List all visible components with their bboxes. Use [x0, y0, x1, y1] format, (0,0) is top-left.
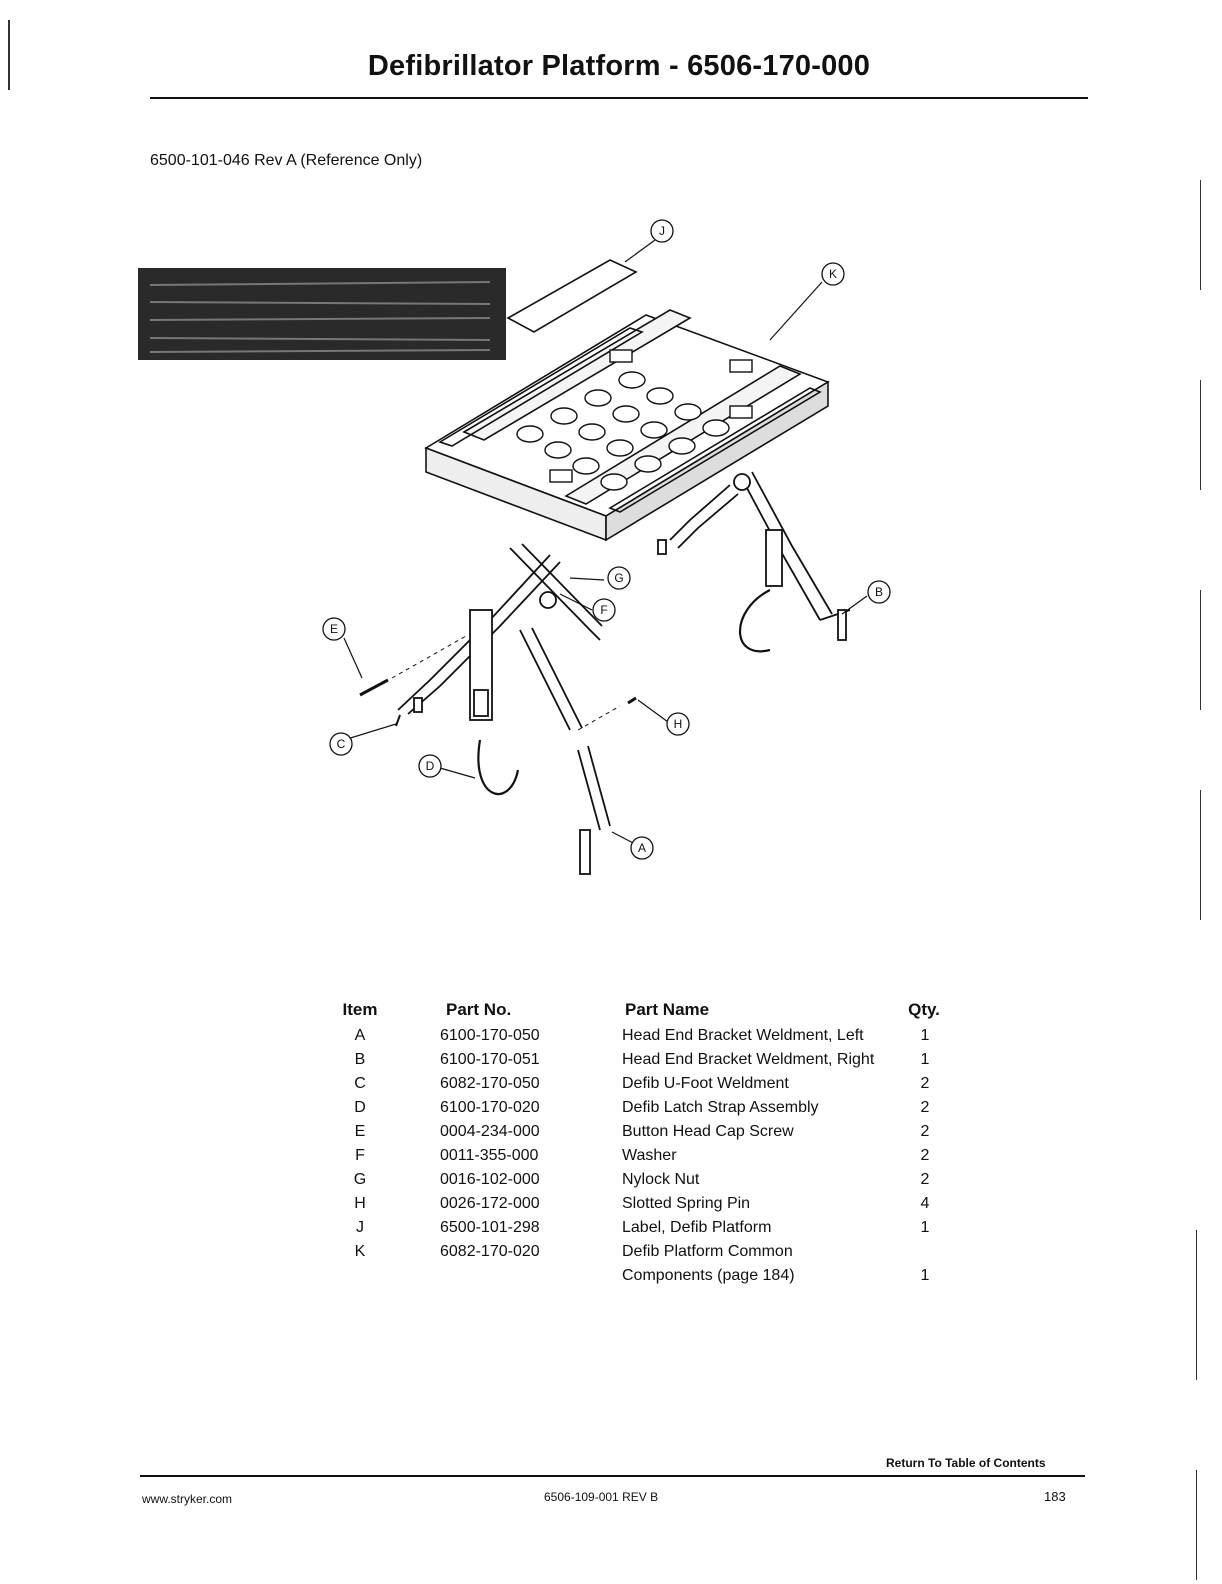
- row-part-no: 0011-355-000: [440, 1147, 539, 1164]
- row-qty: 1: [920, 1219, 930, 1236]
- header-part-no: Part No.: [446, 1000, 512, 1019]
- footer-divider: [140, 1475, 1085, 1477]
- row-item: H: [354, 1195, 366, 1212]
- row-part-name: Slotted Spring Pin: [622, 1195, 751, 1212]
- scan-edge-mark: [8, 20, 10, 90]
- row-part-name: Head End Bracket Weldment, Left: [622, 1027, 864, 1044]
- scan-edge-mark: [1200, 380, 1201, 490]
- row-part-no: 6100-170-051: [440, 1051, 540, 1068]
- row-qty: 2: [920, 1147, 930, 1164]
- scan-edge-mark: [1200, 180, 1201, 290]
- row-part-name: Button Head Cap Screw: [622, 1123, 794, 1140]
- callout-a-label: A: [637, 841, 647, 855]
- callout-c-label: C: [336, 737, 346, 751]
- row-part-no: 6500-101-298: [440, 1219, 540, 1236]
- footer-doc-number: 6506-109-001 REV B: [544, 1490, 659, 1504]
- footer-page-number: 183: [1044, 1489, 1066, 1504]
- callout-f-label: F: [600, 603, 608, 617]
- row-item: K: [354, 1243, 366, 1260]
- row-part-no: 6100-170-050: [440, 1027, 540, 1044]
- callout-h-label: H: [673, 717, 683, 731]
- row-item: C: [354, 1075, 366, 1092]
- callout-b-label: B: [874, 585, 884, 599]
- row-part-name: Nylock Nut: [622, 1171, 700, 1188]
- footer-website: www.stryker.com: [142, 1492, 233, 1506]
- row-part-no: 6100-170-020: [440, 1099, 540, 1116]
- return-to-toc-link[interactable]: Return To Table of Contents: [886, 1456, 1046, 1470]
- title-divider: [150, 97, 1088, 99]
- header-qty: Qty.: [908, 1000, 940, 1019]
- row-part-name: Head End Bracket Weldment, Right: [622, 1051, 875, 1068]
- callout-e-label: E: [329, 622, 339, 636]
- row-qty: 2: [920, 1171, 930, 1188]
- row-part-no: 0026-172-000: [440, 1195, 540, 1212]
- scan-edge-mark: [1196, 1230, 1197, 1380]
- callout-g-label: G: [614, 571, 624, 585]
- row-item: A: [354, 1027, 366, 1044]
- row-qty: 1: [920, 1027, 930, 1044]
- callout-d-label: D: [425, 759, 435, 773]
- header-part-name: Part Name: [625, 1000, 710, 1019]
- row-qty: 4: [920, 1195, 930, 1212]
- row-item: F: [355, 1147, 365, 1164]
- callout-j-label: J: [659, 224, 665, 238]
- reference-note: 6500-101-046 Rev A (Reference Only): [150, 152, 423, 169]
- row-item: J: [356, 1219, 364, 1236]
- row-qty: 2: [920, 1075, 930, 1092]
- page-title: Defibrillator Platform - 6506-170-000: [367, 50, 871, 82]
- scan-edge-mark: [1200, 790, 1201, 920]
- row-part-name: Defib Latch Strap Assembly: [622, 1099, 819, 1116]
- row-part-no: 0004-234-000: [440, 1123, 540, 1140]
- row-part-name: Components (page 184): [622, 1267, 795, 1284]
- exploded-view-diagram: [130, 210, 980, 890]
- row-part-no: 0016-102-000: [440, 1171, 540, 1188]
- row-part-name: Label, Defib Platform: [622, 1219, 772, 1236]
- row-item: G: [353, 1171, 367, 1188]
- row-part-name: Washer: [622, 1147, 677, 1164]
- row-part-no: 6082-170-020: [440, 1243, 540, 1260]
- header-item: Item: [342, 1000, 378, 1019]
- row-part-no: 6082-170-050: [440, 1075, 540, 1092]
- scan-edge-mark: [1196, 1470, 1197, 1580]
- label-plate: [508, 260, 636, 332]
- row-part-name: Defib U-Foot Weldment: [622, 1075, 789, 1092]
- callout-k-label: K: [828, 267, 838, 281]
- row-qty: 2: [920, 1123, 930, 1140]
- row-qty: 1: [920, 1267, 930, 1284]
- row-part-name: Defib Platform Common: [622, 1243, 793, 1260]
- row-qty: 2: [920, 1099, 930, 1116]
- row-item: E: [354, 1123, 366, 1140]
- scan-edge-mark: [1200, 590, 1201, 710]
- row-item: B: [354, 1051, 366, 1068]
- row-qty: 1: [920, 1051, 930, 1068]
- row-item: D: [354, 1099, 366, 1116]
